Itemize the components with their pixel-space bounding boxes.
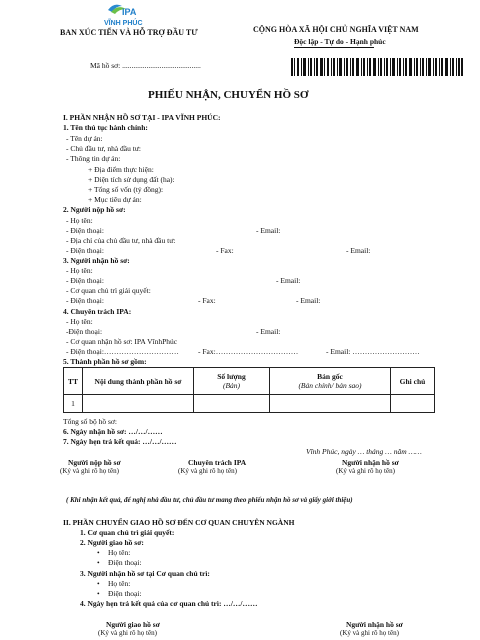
- p2-return-date-field[interactable]: 4. Ngày hẹn trả kết quả của cơ quan chủ trì: …/…/……: [80, 599, 258, 608]
- col-content: Nội dung thành phần hồ sơ: [83, 368, 194, 395]
- receiver-name-field[interactable]: - Họ tên:: [66, 266, 93, 275]
- sign-ipa-note: (Ký và ghi rõ họ tên): [178, 467, 237, 475]
- receiver-email-field[interactable]: - Email:: [276, 276, 301, 285]
- sign-receiver-title: Người nhận hồ sơ: [342, 458, 399, 467]
- p2-receiver-name-field[interactable]: Họ tên:: [108, 579, 131, 588]
- part2-heading: II. PHẦN CHUYỂN GIAO HỒ SƠ ĐẾN CƠ QUAN CHUYÊN NGÀNH: [63, 518, 295, 527]
- file-code-field[interactable]: Mã hồ sơ: ..........................................: [90, 61, 201, 70]
- p2-receiver-phone-field[interactable]: Điện thoại:: [108, 589, 142, 598]
- receiver-phone-field[interactable]: - Điện thoại:: [66, 276, 104, 285]
- agency-phone-field[interactable]: - Điện thoại:: [66, 296, 104, 305]
- col-quantity: [194, 368, 270, 395]
- investor-email-field[interactable]: - Email:: [346, 246, 371, 255]
- ipa-agency-label: - Cơ quan nhận hồ sơ: IPA VĩnhPhúc: [66, 337, 178, 346]
- agency-fax-field[interactable]: - Fax:: [198, 296, 216, 305]
- investor-fax-field[interactable]: - Fax:: [216, 246, 234, 255]
- capital-field[interactable]: + Tổng số vốn (tỷ đồng):: [88, 185, 164, 194]
- barcode: [291, 58, 463, 76]
- col-original-title: Bản gốc: [317, 372, 343, 381]
- col-quantity-unit: (Bản): [222, 381, 241, 390]
- s3-title: 3. Người nhận hồ sơ:: [63, 256, 130, 265]
- logo-text-bottom: VĨNH PHÚC: [104, 20, 143, 27]
- col-tt: TT: [64, 368, 83, 395]
- col-original-note: (Bản chính/ bản sao): [298, 381, 362, 390]
- document-title: PHIẾU NHẬN, CHUYỂN HỒ SƠ: [148, 89, 309, 101]
- p2-deliverer-phone-field[interactable]: Điện thoại:: [108, 558, 142, 567]
- investor-field[interactable]: - Chủ đầu tư, nhà đầu tư:: [66, 144, 141, 153]
- p2-deliverer-name-field[interactable]: Họ tên:: [108, 548, 131, 557]
- sign-ipa-title: Chuyên trách IPA: [188, 458, 247, 467]
- org-name: BAN XÚC TIẾN VÀ HỖ TRỢ ĐẦU TƯ: [60, 28, 198, 37]
- p2-lead-agency-field[interactable]: 1. Cơ quan chủ trì giải quyết:: [80, 528, 175, 537]
- submitter-email-field[interactable]: - Email:: [256, 226, 281, 235]
- ipa-agency-phone-field[interactable]: - Điện thoại:…………………………: [66, 347, 179, 356]
- submitter-name-field[interactable]: - Họ tên:: [66, 216, 93, 225]
- row-1-notes[interactable]: [391, 395, 435, 413]
- land-area-field[interactable]: + Diện tích sử dụng đất (ha):: [88, 175, 175, 184]
- s1-title: 1. Tên thủ tục hành chính:: [63, 123, 148, 132]
- submitter-phone-field[interactable]: - Điện thoại:: [66, 226, 104, 235]
- table-row: [64, 395, 435, 413]
- p2-sign-receiver-note: (Ký và ghi rõ họ tên): [340, 629, 399, 637]
- location-field[interactable]: + Địa điểm thực hiện:: [88, 165, 154, 174]
- ipa-agency-email-field[interactable]: - Email: ………………………: [326, 347, 420, 356]
- s4-title: 4. Chuyên trách IPA:: [63, 307, 132, 316]
- p2-deliverer-label: 2. Người giao hồ sơ:: [80, 538, 144, 547]
- investor-address-field[interactable]: - Địa chỉ của chủ đầu tư, nhà đầu tư:: [66, 236, 176, 245]
- ipa-name-field[interactable]: - Họ tên:: [66, 317, 93, 326]
- s5-title: 5. Thành phần hồ sơ gồm:: [63, 357, 147, 366]
- table-header-row: [64, 368, 435, 395]
- row-1-content[interactable]: [83, 395, 194, 413]
- motto: Độc lập - Tự do - Hạnh phúc: [294, 37, 386, 46]
- project-info-label: - Thông tin dự án:: [66, 154, 121, 163]
- row-1-original[interactable]: [270, 395, 391, 413]
- col-original: [270, 368, 391, 395]
- place-date-line: Vĩnh Phúc, ngày … tháng … năm ……: [306, 447, 422, 456]
- row-1-quantity[interactable]: [194, 395, 270, 413]
- return-date-field[interactable]: 7. Ngày hẹn trả kết quả: …/…/……: [63, 437, 177, 446]
- row-1-tt: 1: [64, 395, 83, 413]
- sign-submitter-note: (Ký và ghi rõ họ tên): [60, 467, 119, 475]
- col-quantity-title: Số lượng: [217, 372, 246, 381]
- motto-underline: [294, 47, 374, 48]
- p2-deliverer-bullet-2: •: [97, 558, 100, 567]
- total-sets-field[interactable]: Tổng số bộ hồ sơ:: [63, 417, 117, 426]
- project-name-field[interactable]: - Tên dự án:: [66, 134, 103, 143]
- objective-field[interactable]: + Mục tiêu dự án:: [88, 195, 142, 204]
- ipa-logo: [78, 0, 168, 28]
- col-notes: Ghi chú: [391, 368, 435, 395]
- received-date-field[interactable]: 6. Ngày nhận hồ sơ: …/…/……: [63, 427, 163, 436]
- agency-email-field[interactable]: - Email:: [296, 296, 321, 305]
- p2-sign-deliverer-note: (Ký và ghi rõ họ tên): [98, 629, 157, 637]
- ipa-phone-field[interactable]: -Điện thoại:: [66, 327, 103, 336]
- documents-table: [63, 367, 435, 413]
- sign-receiver-note: (Ký và ghi rõ họ tên): [336, 467, 395, 475]
- lead-agency-field[interactable]: - Cơ quan chủ trì giải quyết:: [66, 286, 151, 295]
- p2-sign-receiver-title: Người nhận hồ sơ: [346, 620, 403, 629]
- ipa-agency-fax-field[interactable]: - Fax:……………………………: [198, 347, 299, 356]
- investor-phone-field[interactable]: - Điện thoại:: [66, 246, 104, 255]
- sign-submitter-title: Người nộp hồ sơ: [68, 458, 121, 467]
- s2-title: 2. Người nộp hồ sơ:: [63, 205, 126, 214]
- p2-deliverer-bullet-1: •: [97, 548, 100, 557]
- p2-receiver-bullet-1: •: [97, 579, 100, 588]
- part1-heading: I. PHẦN NHẬN HỒ SƠ TẠI - IPA VĨNH PHÚC:: [63, 113, 221, 122]
- logo-text-top: IPA: [122, 7, 137, 17]
- pickup-note: ( Khi nhận kết quả, để nghị nhà đầu tư, chủ đầu tư mang theo phiếu nhận hồ sơ và giấy giới thiệu): [66, 496, 353, 504]
- ipa-email-field[interactable]: - Email:: [256, 327, 281, 336]
- p2-receiver-label: 3. Người nhận hồ sơ tại Cơ quan chủ trì:: [80, 569, 210, 578]
- p2-receiver-bullet-2: •: [97, 589, 100, 598]
- nation-name: CỘNG HÒA XÃ HỘI CHỦ NGHĨA VIỆT NAM: [253, 25, 419, 34]
- p2-sign-deliverer-title: Người giao hồ sơ: [106, 620, 160, 629]
